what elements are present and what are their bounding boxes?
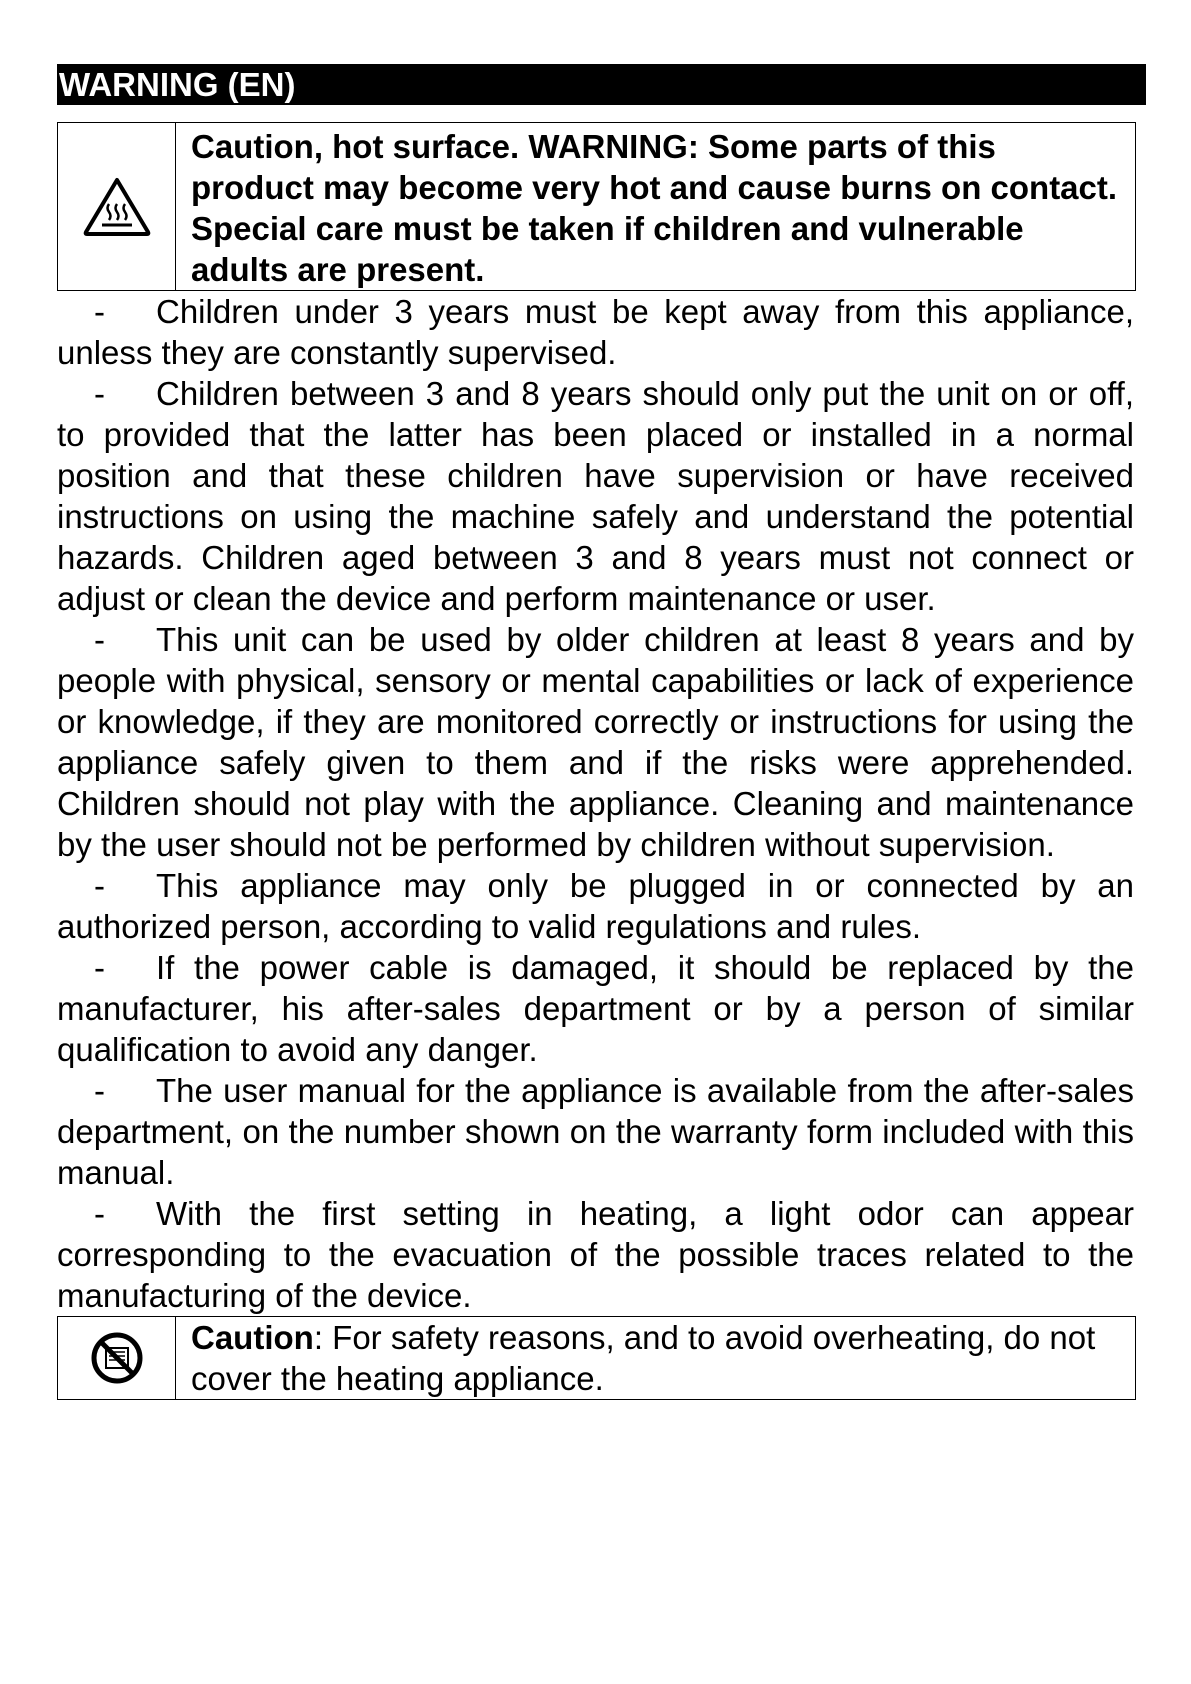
do-not-cover-box (57, 1316, 1136, 1400)
instruction-paragraph (57, 1193, 1134, 1316)
hot-surface-warning-text: Caution, hot surface. WARNING: Some parts of this product may become very hot and cause burns on contact. Special care must be taken if children and vulnerable adults are present. (191, 128, 1118, 288)
list-dash: - (94, 375, 105, 412)
do-not-cover-icon (89, 1330, 145, 1386)
instruction-paragraph (57, 291, 1134, 373)
instructions-list (57, 291, 1145, 1316)
list-dash: - (94, 1072, 105, 1109)
instruction-paragraph (57, 619, 1134, 865)
instruction-text: Children between 3 and 8 years should only put the unit on or off, to provided that the latter has been placed or installed in a normal position and that these children have supervision or have received instructions on using the machine safely and understand the potential hazards. Children aged between 3 and 8 years must not connect or adjust or clean the device and perform maintenance or user. (57, 375, 1134, 617)
instruction-text: The user manual for the appliance is available from the after-sales department, on the number shown on the warranty form included with this manual. (57, 1072, 1134, 1191)
list-dash: - (94, 867, 105, 904)
instruction-text: With the first setting in heating, a light odor can appear corresponding to the evacuation of the possible traces related to the manufacturing of the device. (57, 1195, 1134, 1314)
instruction-paragraph (57, 947, 1134, 1070)
do-not-cover-text (176, 1317, 1135, 1399)
instruction-paragraph (57, 865, 1134, 947)
instruction-text: Children under 3 years must be kept away from this appliance, unless they are constantly supervised. (57, 293, 1134, 371)
caution-label: Caution (191, 1319, 314, 1356)
instruction-text: This unit can be used by older children at least 8 years and by people with physical, sensory or mental capabilities or lack of experience or knowledge, if they are monitored correctly or instructions for using the appliance safely given to them and if the risks were apprehended. Children should not play with the appliance. Cleaning and maintenance by the user should not be performed by children without supervision. (57, 621, 1134, 863)
hot-surface-icon-cell (58, 123, 176, 290)
list-dash: - (94, 621, 105, 658)
hot-surface-warning-icon (82, 176, 152, 238)
instruction-text: This appliance may only be plugged in or connected by an authorized person, according to valid regulations and rules. (57, 867, 1134, 945)
instruction-paragraph (57, 373, 1134, 619)
hot-surface-warning-box (57, 122, 1136, 291)
list-dash: - (94, 293, 105, 330)
do-not-cover-icon-cell (58, 1317, 176, 1399)
warning-page (57, 64, 1145, 1400)
instruction-text: If the power cable is damaged, it should be replaced by the manufacturer, his after-sales department or by a person of similar qualification to avoid any danger. (57, 949, 1134, 1068)
section-header: WARNING (EN) (57, 64, 1146, 105)
list-dash: - (94, 1195, 105, 1232)
caution-text: : For safety reasons, and to avoid overheating, do not cover the heating appliance. (191, 1319, 1096, 1397)
instruction-paragraph (57, 1070, 1134, 1193)
list-dash: - (94, 949, 105, 986)
